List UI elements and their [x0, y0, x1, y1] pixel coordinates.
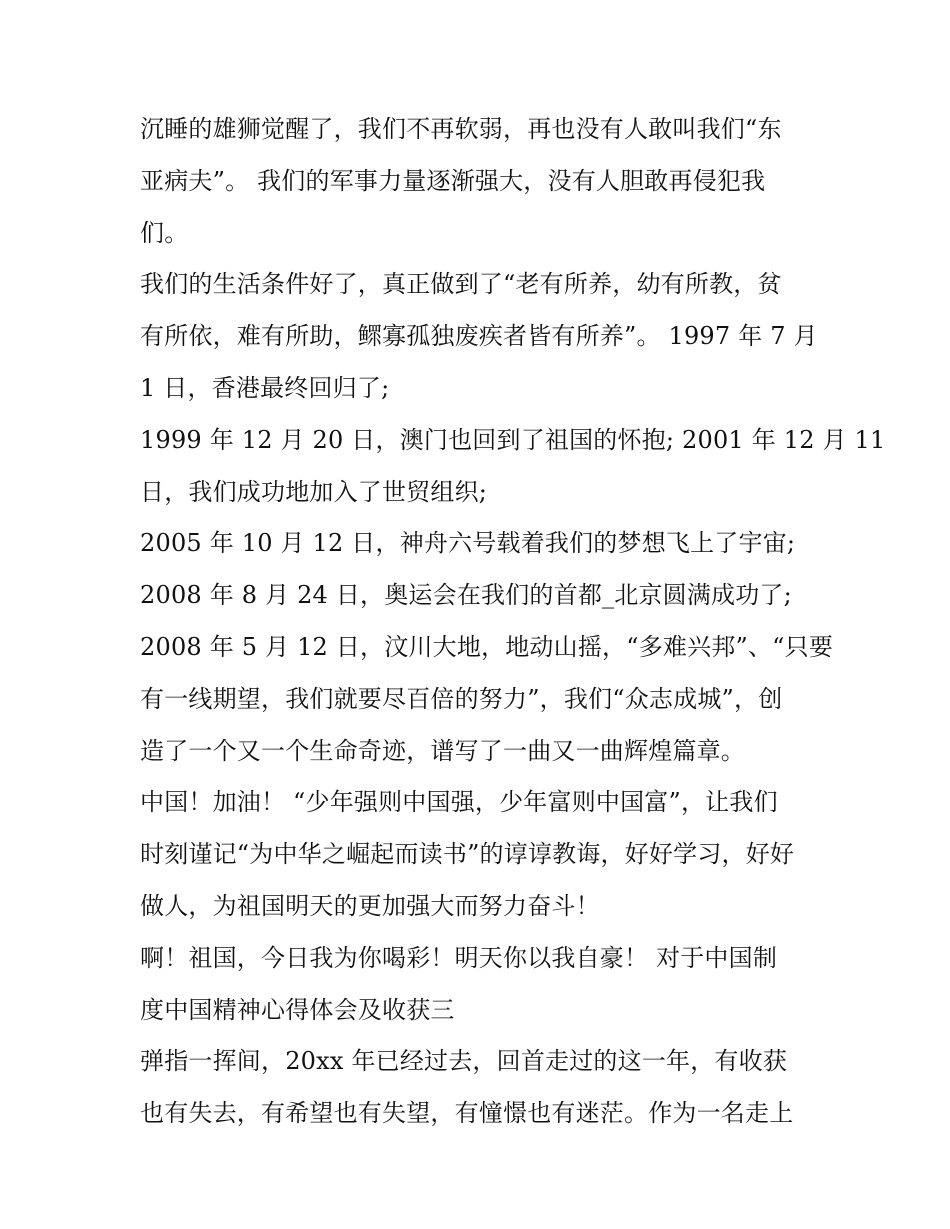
text-line: 造了一个又一个生命奇迹，谱写了一曲又一曲辉煌篇章。 — [140, 736, 745, 765]
text-line: 中国！加油！ “少年强则中国强，少年富则中国富”，让我们 — [140, 788, 778, 817]
text-line: 度中国精神心得体会及收获三 — [140, 995, 455, 1024]
document-body — [140, 104, 886, 1140]
text-line: 做人，为祖国明天的更加强大而努力奋斗！ — [140, 891, 600, 920]
text-line: 也有失去，有希望也有失望，有憧憬也有迷茫。作为一名走上 — [140, 1099, 794, 1128]
text-line: 亚病夫”。 我们的军事力量逐渐强大，没有人胆敢再侵犯我 — [140, 166, 766, 195]
text-line: 时刻谨记“为中华之崛起而读书”的谆谆教诲，好好学习，好好 — [140, 840, 795, 869]
text-line: 日，我们成功地加入了世贸组织; — [140, 477, 488, 506]
text-line: 1 日，香港最终回归了; — [140, 373, 390, 402]
text-line: 有所依，难有所助，鳏寡孤独废疾者皆有所养”。 1997 年 7 月 — [140, 322, 818, 351]
text-line: 2005 年 10 月 12 日，神舟六号载着我们的梦想飞上了宇宙; — [140, 529, 796, 558]
text-line: 啊！祖国，今日我为你喝彩！明天你以我自豪！ 对于中国制 — [140, 943, 778, 972]
text-line: 们。 — [140, 218, 189, 247]
text-line: 2008 年 8 月 24 日，奥运会在我们的首都_北京圆满成功了; — [140, 581, 792, 610]
text-line: 2008 年 5 月 12 日，汶川大地，地动山摇，“多难兴邦”、“只要 — [140, 632, 834, 661]
text-line: 沉睡的雄狮觉醒了，我们不再软弱，再也没有人敢叫我们“东 — [140, 115, 782, 143]
text-line: 有一线期望，我们就要尽百倍的努力”，我们“众志成城”，创 — [140, 684, 783, 713]
text-line: 弹指一挥间，20xx 年已经过去，回首走过的这一年，有收获 — [140, 1047, 788, 1076]
text-line: 我们的生活条件好了，真正做到了“老有所养，幼有所教，贫 — [140, 270, 782, 299]
text-line: 1999 年 12 月 20 日，澳门也回到了祖国的怀抱; 2001 年 12 月 11 — [140, 425, 886, 454]
